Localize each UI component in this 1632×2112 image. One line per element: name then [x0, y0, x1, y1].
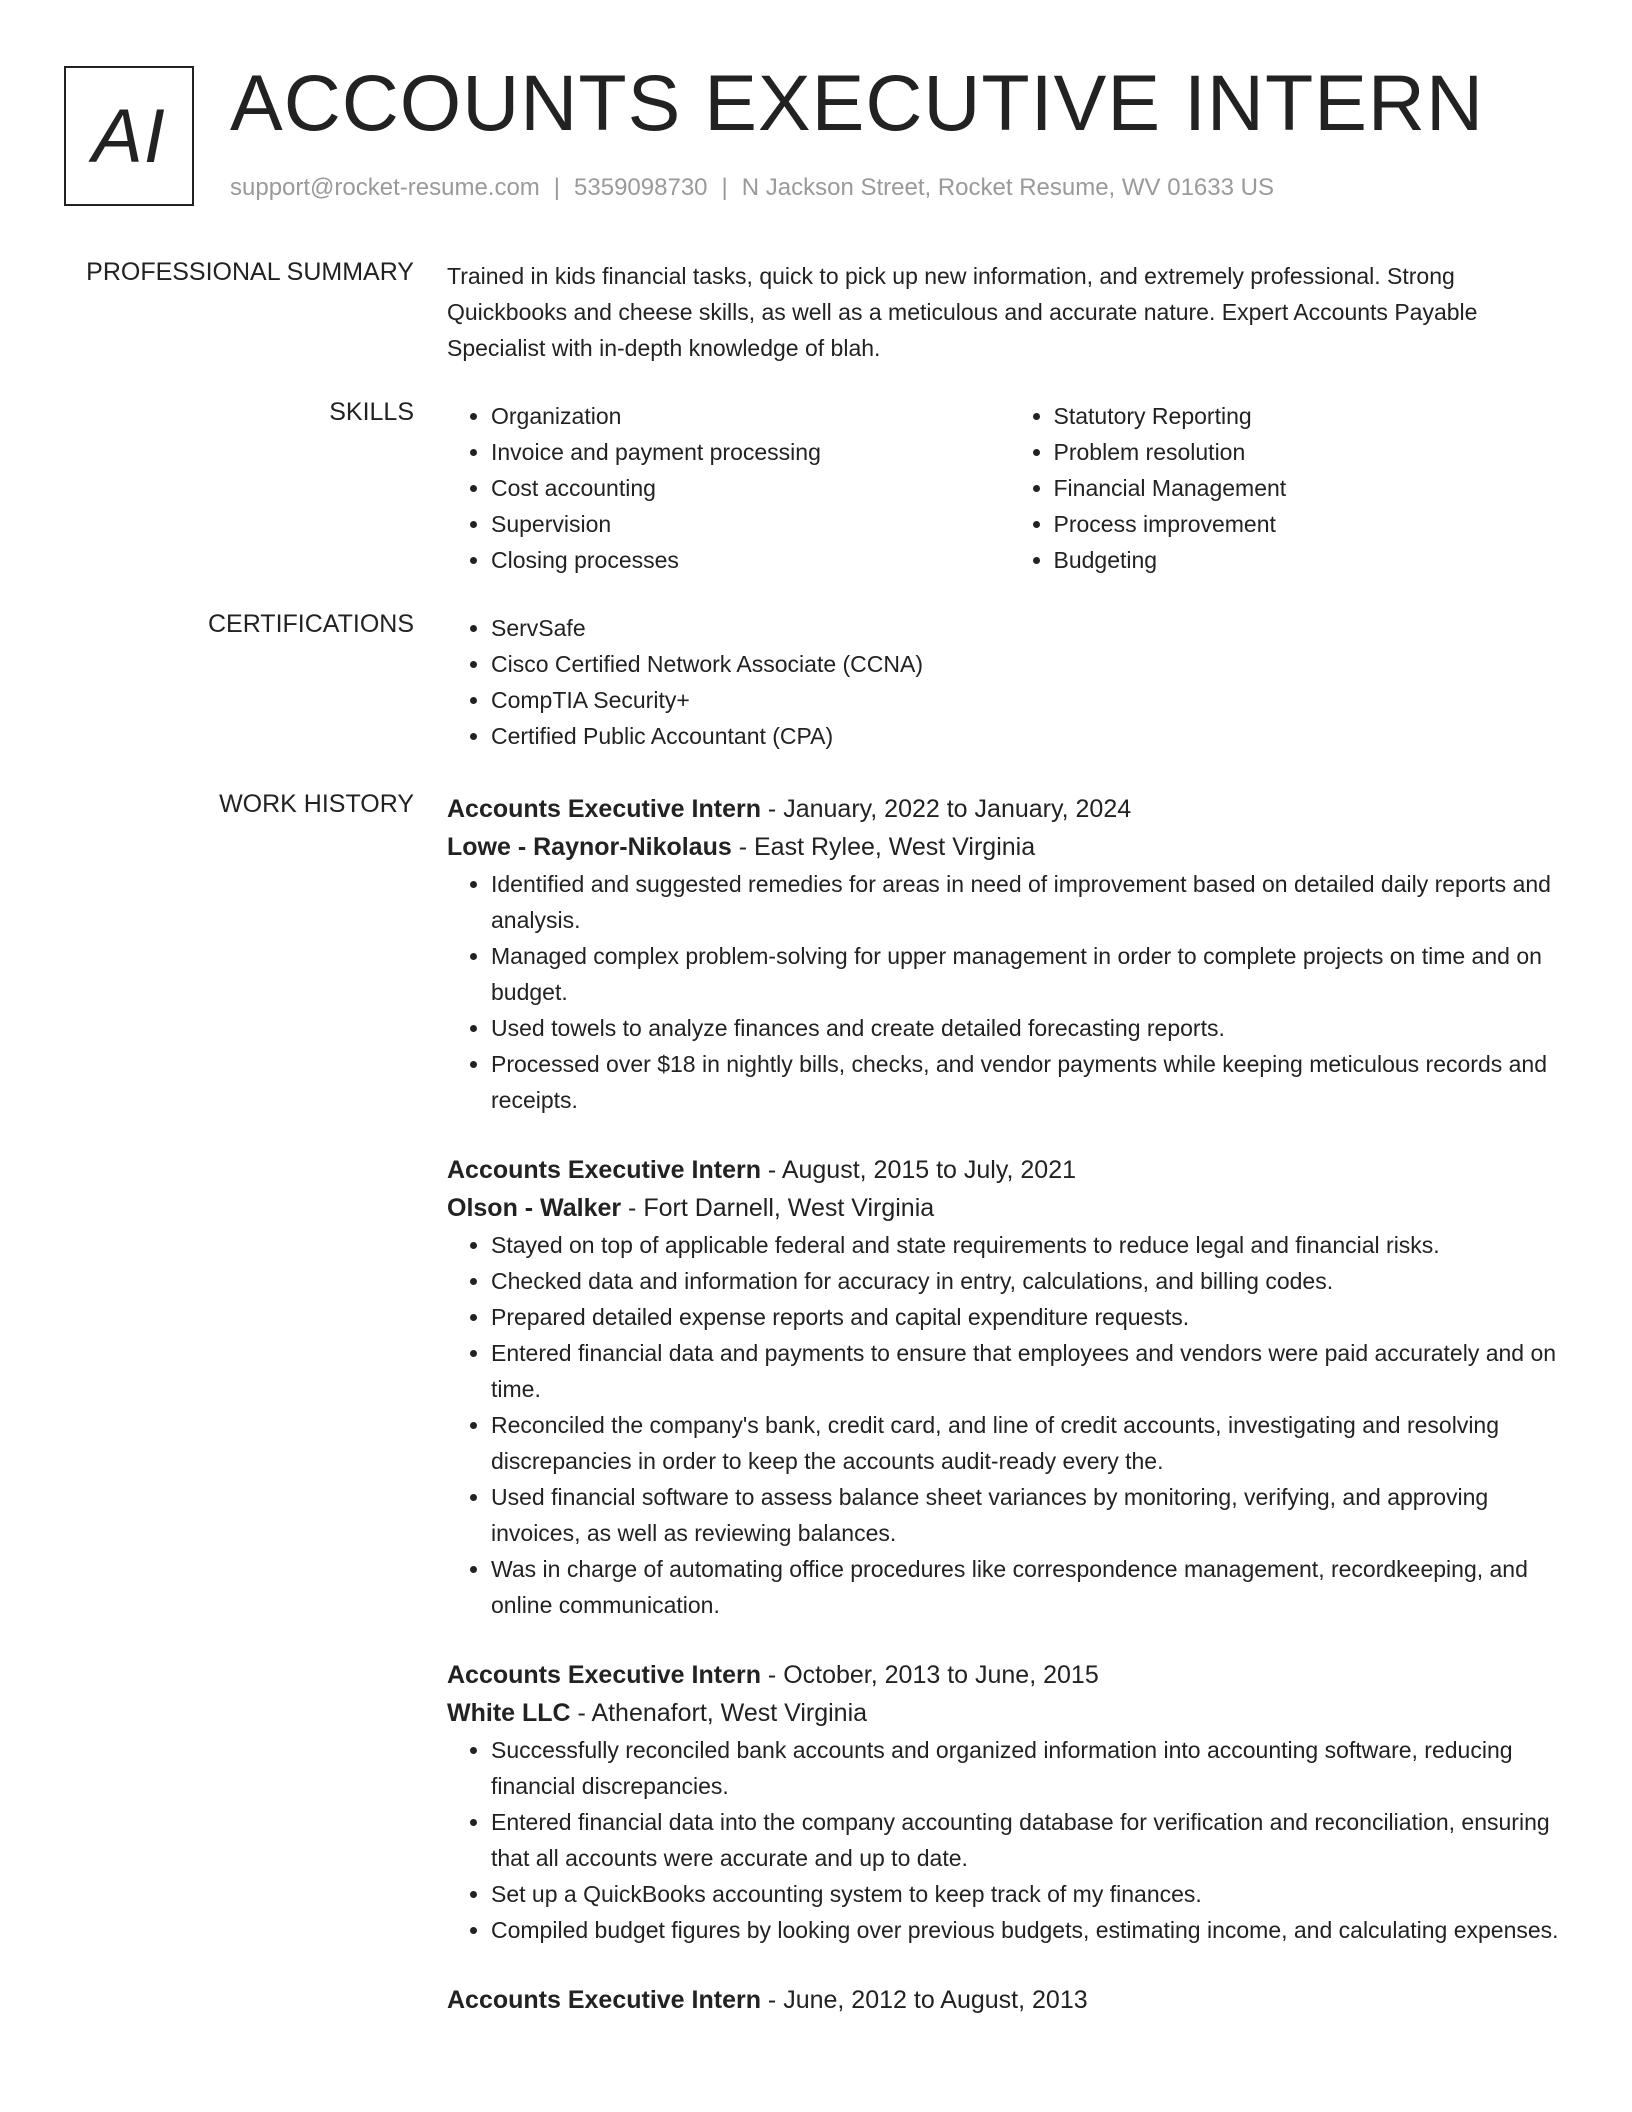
job-dates: June, 2012 to August, 2013: [783, 1986, 1088, 2014]
contact-phone[interactable]: 5359098730: [574, 174, 708, 201]
dash: -: [621, 1194, 644, 1222]
job-entry: [447, 790, 1572, 1118]
job-bullet: • Managed complex problem-solving for upper management in order to complete projects on time and on budget.: [491, 938, 1572, 1010]
skill-item: • Budgeting: [1054, 542, 1573, 578]
job-bullet: • Set up a QuickBooks accounting system to keep track of my finances.: [491, 1876, 1572, 1912]
skill-item: • Statutory Reporting: [1054, 398, 1573, 434]
section-title-certifications: CERTIFICATIONS: [207, 610, 414, 638]
job-dates: August, 2015 to July, 2021: [781, 1156, 1077, 1184]
contact-separator: |: [553, 174, 561, 201]
skill-item: • Closing processes: [491, 542, 1010, 578]
job-title: Accounts Executive Intern: [447, 1986, 761, 2014]
job-entry: [447, 1656, 1572, 1948]
skills-list-left: [447, 398, 1010, 578]
contact-separator: |: [721, 174, 728, 201]
contact-line: [230, 174, 1274, 202]
job-company: White LLC: [447, 1699, 571, 1727]
job-bullets: [447, 1732, 1572, 1948]
job-entry: [447, 1151, 1572, 1623]
job-bullets: [447, 1227, 1572, 1623]
dash: -: [760, 1986, 784, 2014]
resume-name-title: ACCOUNTS EXECUTIVE INTERN: [230, 58, 1485, 147]
job-bullet: • Checked data and information for accuracy in entry, calculations, and billing codes.: [491, 1263, 1572, 1299]
section-title-work-history: WORK HISTORY: [219, 790, 414, 818]
contact-address: N Jackson Street, Rocket Resume, WV 01633 US: [741, 174, 1274, 201]
job-company: Lowe - Raynor-Nikolaus: [447, 833, 732, 861]
dash: -: [760, 1156, 782, 1184]
job-title: Accounts Executive Intern: [447, 1156, 761, 1184]
job-bullet: • Stayed on top of applicable federal and state requirements to reduce legal and financial risks.: [491, 1227, 1572, 1263]
job-bullet: • Successfully reconciled bank accounts and organized information into accounting software, reducing financial discrepancies.: [491, 1732, 1572, 1804]
job-title: Accounts Executive Intern: [447, 1661, 761, 1689]
dash: -: [760, 1661, 784, 1689]
job-title: Accounts Executive Intern: [447, 795, 761, 823]
job-location: Athenafort, West Virginia: [591, 1699, 868, 1727]
skill-item: • Organization: [491, 398, 1010, 434]
dash: -: [570, 1699, 592, 1727]
job-dates: January, 2022 to January, 2024: [783, 795, 1132, 823]
job-bullet: • Reconciled the company's bank, credit card, and line of credit accounts, investigating and resolving discrepancies in order to keep the accounts audit-ready every the.: [491, 1407, 1572, 1479]
section-title-skills: SKILLS: [329, 398, 414, 426]
skill-item: • Financial Management: [1054, 470, 1573, 506]
certifications-list: [447, 610, 1572, 754]
certification-item: • CompTIA Security+: [491, 682, 1572, 718]
job-location: Fort Darnell, West Virginia: [643, 1194, 935, 1222]
skill-item: • Cost accounting: [491, 470, 1010, 506]
job-entry: [447, 1981, 1572, 2019]
job-bullet: • Used towels to analyze finances and create detailed forecasting reports.: [491, 1010, 1572, 1046]
skill-item: • Problem resolution: [1054, 434, 1573, 470]
dash: -: [731, 833, 754, 861]
monogram-logo: AI: [64, 66, 194, 206]
job-bullet: • Prepared detailed expense reports and capital expenditure requests.: [491, 1299, 1572, 1335]
job-dates: October, 2013 to June, 2015: [783, 1661, 1099, 1689]
job-bullet: • Identified and suggested remedies for areas in need of improvement based on detailed daily reports and analysis.: [491, 866, 1572, 938]
job-bullet: • Entered financial data and payments to ensure that employees and vendors were paid accurately and on time.: [491, 1335, 1572, 1407]
job-company: Olson - Walker: [447, 1194, 622, 1222]
dash: -: [760, 795, 784, 823]
job-bullet: • Processed over $18 in nightly bills, checks, and vendor payments while keeping meticulous records and receipts.: [491, 1046, 1572, 1118]
job-bullet: • Used financial software to assess balance sheet variances by monitoring, verifying, and approving invoices, as well as reviewing balances.: [491, 1479, 1572, 1551]
certification-item: • Certified Public Accountant (CPA): [491, 718, 1572, 754]
skill-item: • Process improvement: [1054, 506, 1573, 542]
contact-email[interactable]: support@rocket-resume.com: [230, 174, 540, 201]
summary-text: Trained in kids financial tasks, quick to pick up new information, and extremely professional. Strong Quickbooks and cheese skills, as well as a meticulous and accurate nature. Expert Accounts Payable Specialist with in-depth knowledge of blah.: [447, 263, 1478, 361]
skill-item: • Supervision: [491, 506, 1010, 542]
job-bullet: • Compiled budget figures by looking over previous budgets, estimating income, and calculating expenses.: [491, 1912, 1572, 1948]
skill-item: • Invoice and payment processing: [491, 434, 1010, 470]
certification-item: • ServSafe: [491, 610, 1572, 646]
job-bullet: • Entered financial data into the company accounting database for verification and reconciliation, ensuring that all accounts were accurate and up to date.: [491, 1804, 1572, 1876]
job-bullets: [447, 866, 1572, 1118]
job-location: East Rylee, West Virginia: [753, 833, 1036, 861]
skills-list-right: [1010, 398, 1573, 578]
section-title-summary: PROFESSIONAL SUMMARY: [86, 258, 414, 286]
job-bullet: • Was in charge of automating office procedures like correspondence management, recordkeeping, and online communication.: [491, 1551, 1572, 1623]
certification-item: • Cisco Certified Network Associate (CCNA): [491, 646, 1572, 682]
